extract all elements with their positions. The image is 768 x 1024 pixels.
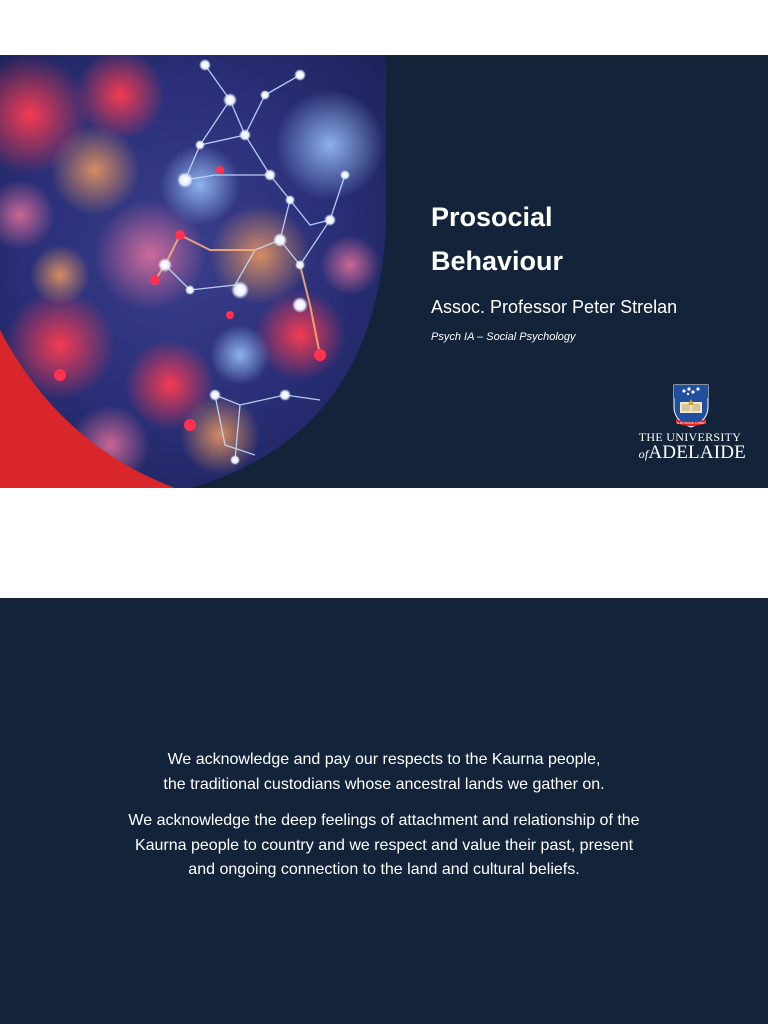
logo-line-2	[636, 442, 746, 464]
ack-paragraph-1	[0, 748, 768, 797]
acknowledgement-text	[0, 748, 768, 895]
logo-of: of	[638, 447, 649, 461]
ack-line: and ongoing connection to the land and cultural beliefs.	[188, 861, 580, 878]
slide-title	[431, 195, 563, 283]
title-line-1: Prosocial	[431, 202, 553, 232]
ack-line: We acknowledge and pay our respects to the Kaurna people,	[167, 751, 601, 768]
logo-line-1: THE UNIVERSITY	[638, 430, 742, 444]
ack-line: Kaurna people to country and we respect and value their past, present	[134, 836, 634, 854]
title-line-2: Behaviour	[431, 246, 564, 276]
title-slide	[0, 55, 768, 488]
ack-line: We acknowledge the deep feelings of attachment and relationship of the	[128, 812, 640, 829]
university-logo	[636, 381, 746, 467]
course-name: Psych IA – Social Psychology	[431, 331, 576, 343]
crest-motto: SUB CRUCE LUMEN	[676, 421, 706, 425]
acknowledgement-slide	[0, 598, 768, 1024]
network-artwork	[0, 55, 400, 488]
logo-adelaide: ADELAIDE	[648, 442, 746, 463]
ack-line: the traditional custodians whose ancestral lands we gather on.	[163, 775, 605, 793]
ack-paragraph-2	[0, 809, 768, 883]
presenter-name: Assoc. Professor Peter Strelan	[431, 297, 678, 317]
crest-icon	[671, 383, 711, 429]
